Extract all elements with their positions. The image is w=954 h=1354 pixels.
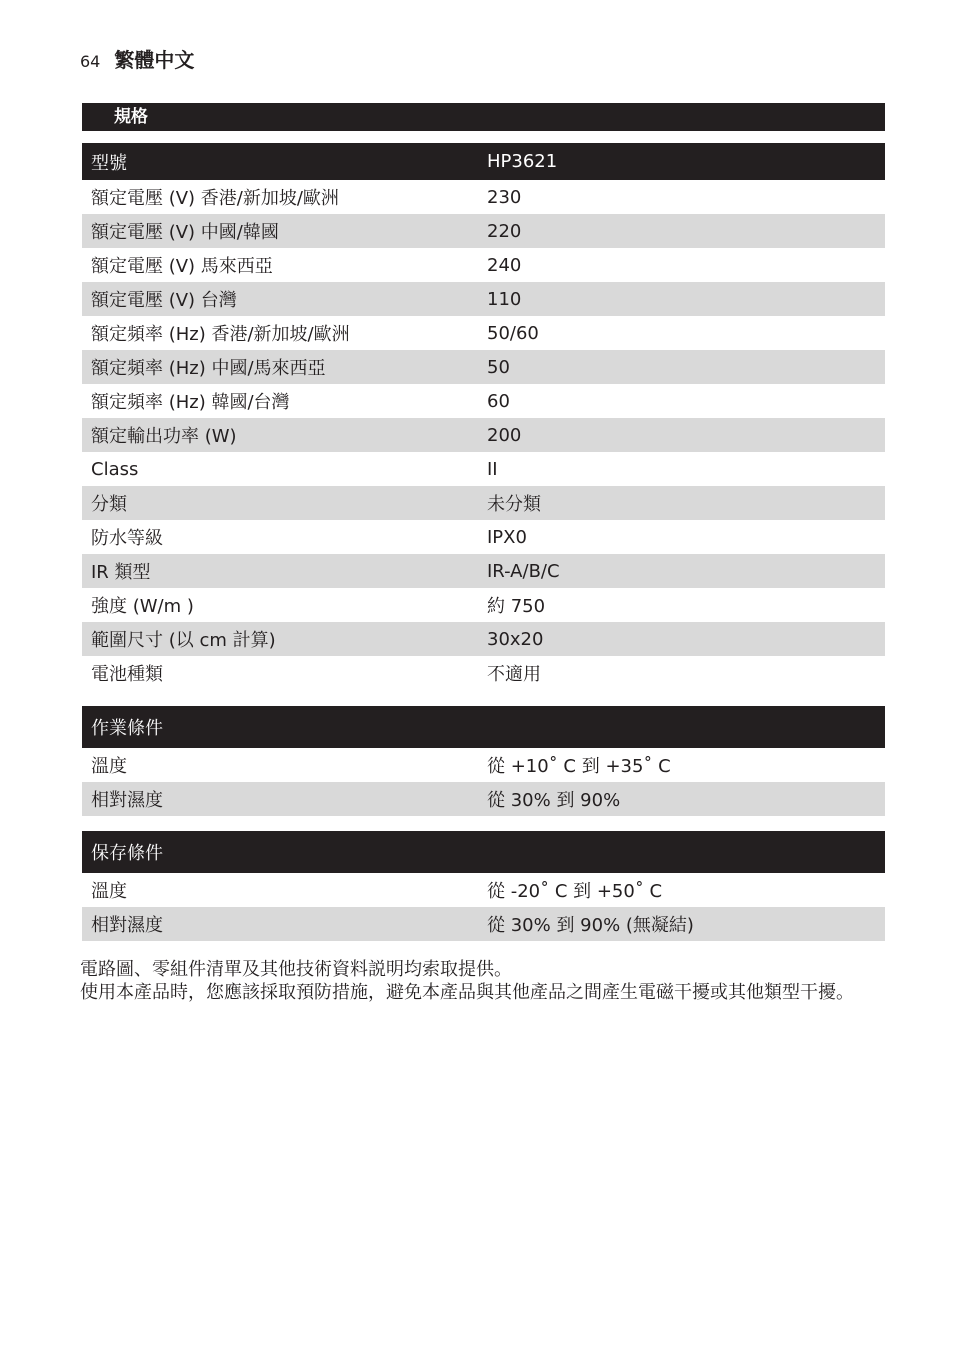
row-value: 不適用 — [487, 664, 541, 685]
row-label: 範圍尺寸 (以 cm 計算) — [82, 622, 485, 656]
table-header-row — [82, 143, 885, 180]
table-header-row — [82, 706, 885, 748]
row-label: 電池種類 — [91, 664, 163, 685]
row-label: 溫度 — [91, 881, 127, 902]
row-value: IPX0 — [487, 526, 527, 548]
row-label: 額定頻率 (Hz) 韓國/台灣 — [91, 392, 290, 413]
row-label: 分類 — [82, 486, 485, 520]
row-value: 從 30% 到 90% — [485, 782, 885, 816]
operating-conditions-table — [82, 706, 885, 816]
table-row — [82, 873, 885, 907]
header-label: 型號 — [82, 143, 485, 180]
table-row — [82, 748, 885, 782]
header-value: HP3621 — [485, 143, 885, 180]
table-row — [82, 418, 885, 452]
row-value: 50 — [485, 350, 885, 384]
row-label: 強度 (W/m ) — [91, 596, 194, 617]
row-value: II — [487, 458, 498, 480]
row-value: 約 750 — [487, 596, 546, 617]
row-label: 額定頻率 (Hz) 中國/馬來西亞 — [82, 350, 485, 384]
table-row — [82, 907, 885, 941]
table-row — [82, 248, 885, 282]
row-value: 未分類 — [485, 486, 885, 520]
row-value: IR-A/B/C — [485, 554, 885, 588]
header-label: 保存條件 — [82, 831, 885, 873]
row-value: 200 — [485, 418, 885, 452]
row-value: 從 +10˚ C 到 +35˚ C — [487, 756, 671, 777]
table-row — [82, 588, 885, 622]
row-label: Class — [91, 458, 139, 480]
row-label: 溫度 — [91, 756, 127, 777]
row-value: 60 — [487, 390, 510, 412]
row-value: 230 — [487, 186, 522, 208]
row-label: IR 類型 — [82, 554, 485, 588]
row-value: 240 — [487, 254, 522, 276]
section-title-text: 規格 — [114, 107, 148, 127]
row-label: 額定輸出功率 (W) — [82, 418, 485, 452]
row-label: 額定電壓 (V) 香港/新加坡/歐洲 — [91, 188, 339, 209]
row-label: 防水等級 — [91, 528, 163, 549]
header-label: 作業條件 — [82, 706, 885, 748]
footer-note-line: 使用本產品時，您應該採取預防措施，避免本產品與其他產品之間產生電磁干擾或其他類型干擾。 — [80, 982, 854, 1003]
footer-notes — [80, 958, 890, 1004]
specifications-section-title — [82, 103, 885, 131]
row-value: 從 -20˚ C 到 +50˚ C — [487, 881, 663, 902]
table-row — [82, 350, 885, 384]
table-row — [82, 180, 885, 214]
page-header — [80, 44, 194, 76]
page-number: 64 — [80, 52, 101, 71]
row-value: 50/60 — [487, 322, 539, 344]
row-label: 相對濕度 — [82, 782, 485, 816]
table-row — [82, 554, 885, 588]
table-row — [82, 656, 885, 690]
specifications-table — [82, 143, 885, 690]
row-value: 30x20 — [485, 622, 885, 656]
table-row — [82, 282, 885, 316]
row-label: 額定頻率 (Hz) 香港/新加坡/歐洲 — [91, 324, 350, 345]
row-value: 從 30% 到 90% (無凝結) — [485, 907, 885, 941]
storage-conditions-table — [82, 831, 885, 941]
table-row — [82, 214, 885, 248]
table-row — [82, 782, 885, 816]
row-label: 額定電壓 (V) 馬來西亞 — [91, 256, 273, 277]
row-label: 額定電壓 (V) 中國/韓國 — [82, 214, 485, 248]
table-row — [82, 520, 885, 554]
table-row — [82, 384, 885, 418]
footer-note-line: 電路圖、零組件清單及其他技術資料説明均索取提供。 — [80, 959, 512, 980]
row-value: 110 — [485, 282, 885, 316]
table-header-row — [82, 831, 885, 873]
table-row — [82, 452, 885, 486]
table-row — [82, 316, 885, 350]
row-label: 相對濕度 — [82, 907, 485, 941]
table-row — [82, 486, 885, 520]
table-row — [82, 622, 885, 656]
row-label: 額定電壓 (V) 台灣 — [82, 282, 485, 316]
row-value: 220 — [485, 214, 885, 248]
page-language-title: 繁體中文 — [114, 48, 195, 72]
